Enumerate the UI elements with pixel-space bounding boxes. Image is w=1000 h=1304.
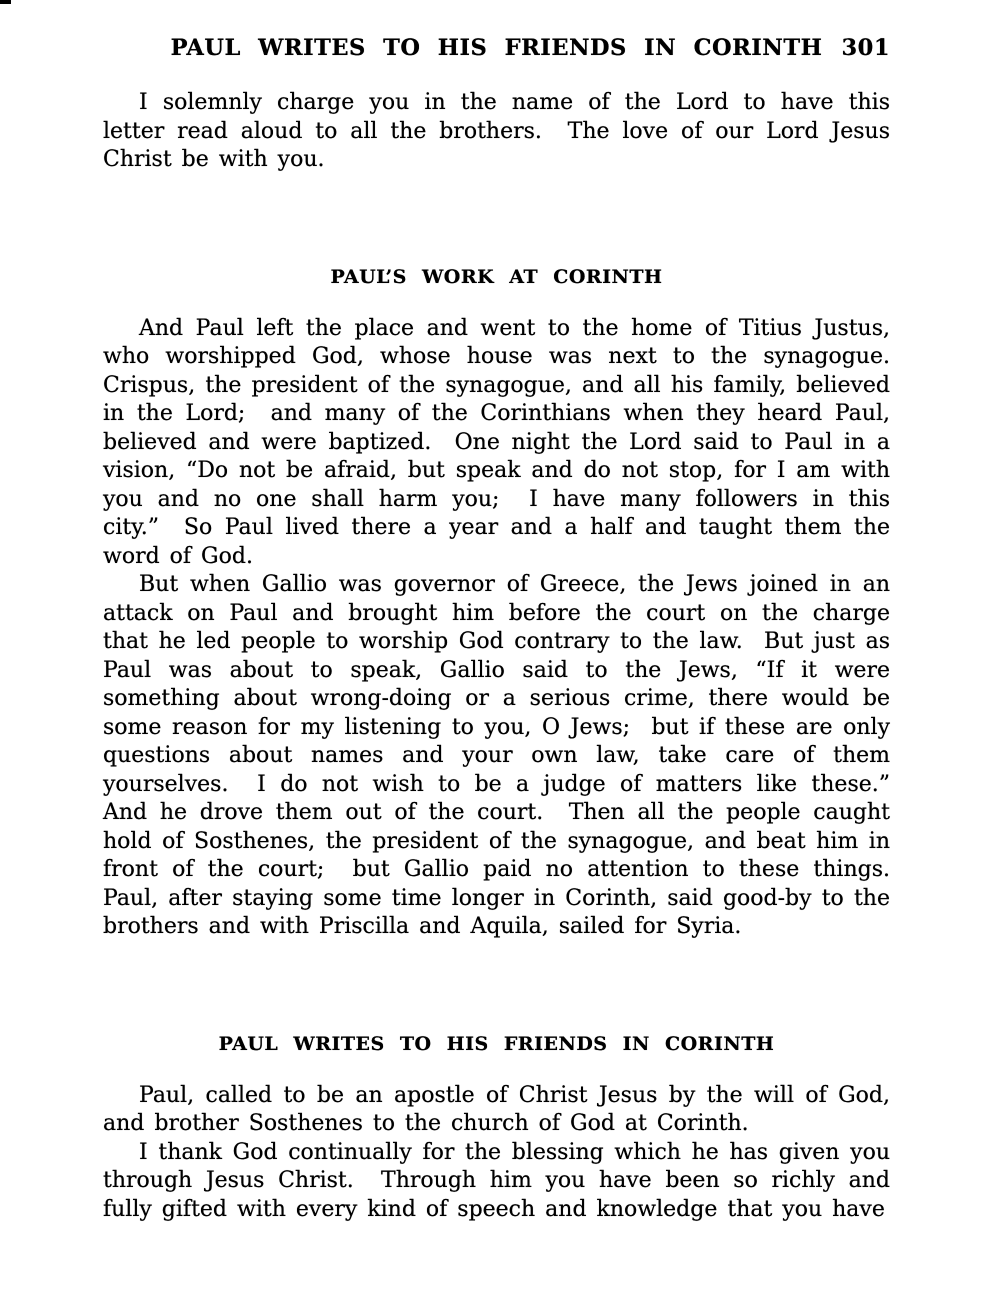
running-header-title: PAUL WRITES TO HIS FRIENDS IN CORINTH: [170, 35, 823, 61]
paragraph: And Paul left the place and went to the home of Titius Justus, who worshipped God, whose house was next to the synagogue. Crispus, the president of the synagogue, and all his family, believed in the Lord; and many of the Corinthians when they heard Paul, believed and were baptized. One night the Lord said to Paul in a vision, “Do not be afraid, but speak and do not stop, for I am with you and no one shall harm you; I have many followers in this city.” So Paul lived there a year and a half and taught them the word of God.: [103, 315, 910, 569]
body-text: [103, 89, 910, 1224]
paragraph: Paul, called to be an apostle of Christ Jesus by the will of God, and brother Sosthenes to the church of God at Corinth.: [103, 1082, 900, 1136]
scan-artifact: [0, 0, 11, 4]
paragraph: I thank God continually for the blessing which he has given you through Jesus Christ. Through him you have been so richly and fully gifted with every kind of speech and knowledge that you have: [103, 1139, 900, 1222]
page-number: 301: [841, 35, 890, 61]
paragraph-letter-closing: I solemnly charge you in the name of the Lord to have this letter read aloud to all the brothers. The love of our Lord Jesus Christ be with you.: [103, 90, 900, 172]
section-heading-paul-writes-to-corinth: PAUL WRITES TO HIS FRIENDS IN CORINTH: [218, 1032, 775, 1055]
running-header: [103, 34, 890, 63]
paragraph: But when Gallio was governor of Greece, the Jews joined in an attack on Paul and brought him before the court on the charge that he led people to worship God contrary to the law. But just as Paul was about to speak, Gallio said to the Jews, “If it were something about wrong-doing or a serious crime, there would be some reason for my listening to you, O Jews; but if these are only questions about names and your own law, take care of them yourselves. I do not wish to be a judge of matters like these.” And he drove them out of the court. Then all the people caught hold of Sosthenes, the president of the synagogue, and beat him in front of the court; but Gallio paid no attention to these things. Paul, after staying some time longer in Corinth, said good-by to the brothers and with Priscilla and Aquila, sailed for Syria.: [103, 572, 910, 939]
section-heading-pauls-work-at-corinth: PAUL’S WORK AT CORINTH: [330, 265, 663, 288]
text-column: [103, 0, 910, 1224]
